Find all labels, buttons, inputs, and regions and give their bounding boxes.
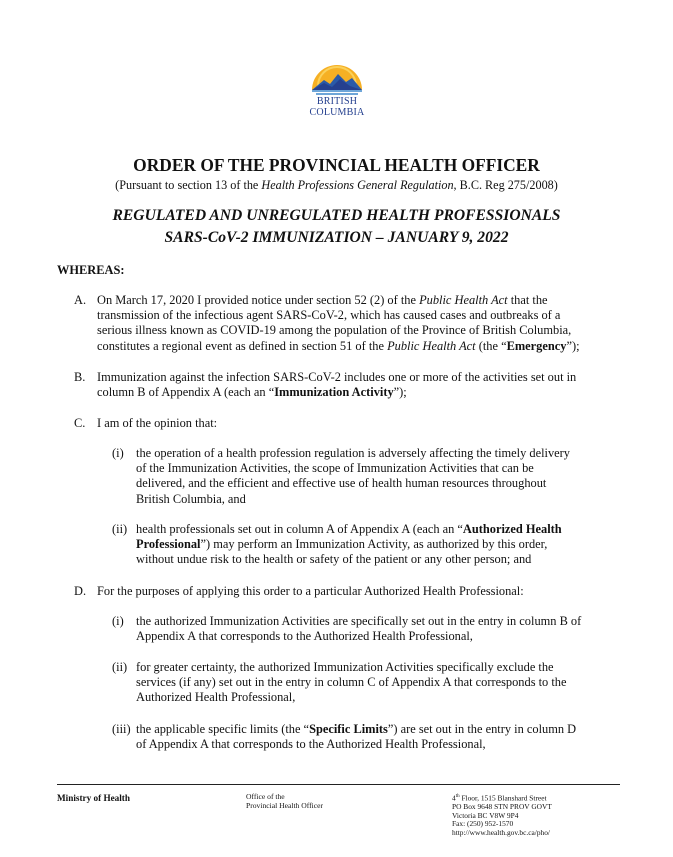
- item-d-iii-label: (iii): [112, 722, 131, 736]
- item-c-i-text: the operation of a health profession regulation is adversely affecting the timely delivery of the Immunization Activities, the scope of Immunization Activities that can be delivered, and the efficient and effective use of health human resources throughout British Columbia, and: [136, 446, 570, 506]
- item-b-label: B.: [74, 370, 86, 384]
- order-title: ORDER OF THE PROVINCIAL HEALTH OFFICER: [133, 155, 540, 175]
- item-d-label: D.: [74, 584, 87, 598]
- logo-line-british: BRITISH: [316, 96, 358, 107]
- bc-logo: [306, 56, 368, 118]
- item-a-label: A.: [74, 293, 87, 307]
- order-subtitle: (Pursuant to section 13 of the Health Professions General Regulation, B.C. Reg 275/2008): [115, 178, 558, 192]
- item-d-i-text: the authorized Immunization Activities are specifically set out in the entry in column B of Appendix A that corresponds to the Authorized Health Professional,: [136, 614, 582, 644]
- bc-sun-mountain-icon: [310, 56, 364, 96]
- item-c-ii-text: health professionals set out in column A of Appendix A (each an “Authorized Health Professional”) may perform an Immunization Activity, as authorized by this order, without undue risk to the health or safety of the patient or any other person; and: [136, 522, 562, 567]
- item-b-text: Immunization against the infection SARS-CoV-2 includes one or more of the activities set out in column B of Appendix A (each an “Immunization Activity”);: [97, 370, 577, 400]
- whereas-heading: WHEREAS:: [57, 263, 125, 277]
- footer-office: Office of the Provincial Health Officer: [246, 792, 324, 810]
- item-c-i-label: (i): [112, 446, 124, 460]
- order-heading-2: SARS-CoV-2 IMMUNIZATION – JANUARY 9, 2022: [164, 229, 509, 246]
- item-c-label: C.: [74, 416, 86, 430]
- item-d-ii-label: (ii): [112, 660, 128, 674]
- item-d-iii-text: the applicable specific limits (the “Specific Limits”) are set out in the entry in column D of Appendix A that corresponds to the Authorized Health Professional,: [136, 722, 577, 752]
- order-heading-1: REGULATED AND UNREGULATED HEALTH PROFESSIONALS: [112, 207, 561, 224]
- item-a-text: On March 17, 2020 I provided notice under section 52 (2) of the Public Health Act that the transmission of the infectious agent SARS-CoV-2, which has caused cases and outbreaks of a serious illness known as COVID-19 among the population of the Province of British Columbia, constitutes a regional event as defined in section 51 of the Public Health Act (the “Emergency”);: [97, 293, 580, 353]
- item-d-i-label: (i): [112, 614, 124, 628]
- item-c-text: I am of the opinion that:: [97, 416, 218, 430]
- item-c-ii-label: (ii): [112, 522, 128, 536]
- item-d-ii-text: for greater certainty, the authorized Immunization Activities specifically exclude the services (if any) set out in the entry in column C of Appendix A that corresponds to the Authorized Health Professional,: [136, 660, 567, 705]
- footer-divider: [57, 784, 620, 785]
- footer-address: 4th Floor, 1515 Blanshard Street PO Box 9648 STN PROV GOVT Victoria BC V8W 9P4 Fax: (250) 952-1570 http://www.health.gov.bc.ca/pho/: [452, 793, 552, 837]
- item-d-text: For the purposes of applying this order to a particular Authorized Health Professional:: [97, 584, 524, 598]
- logo-line-columbia: COLUMBIA: [309, 107, 365, 118]
- footer-ministry: Ministry of Health: [57, 793, 130, 803]
- footer-website-link[interactable]: http://www.health.gov.bc.ca/pho/: [452, 827, 550, 837]
